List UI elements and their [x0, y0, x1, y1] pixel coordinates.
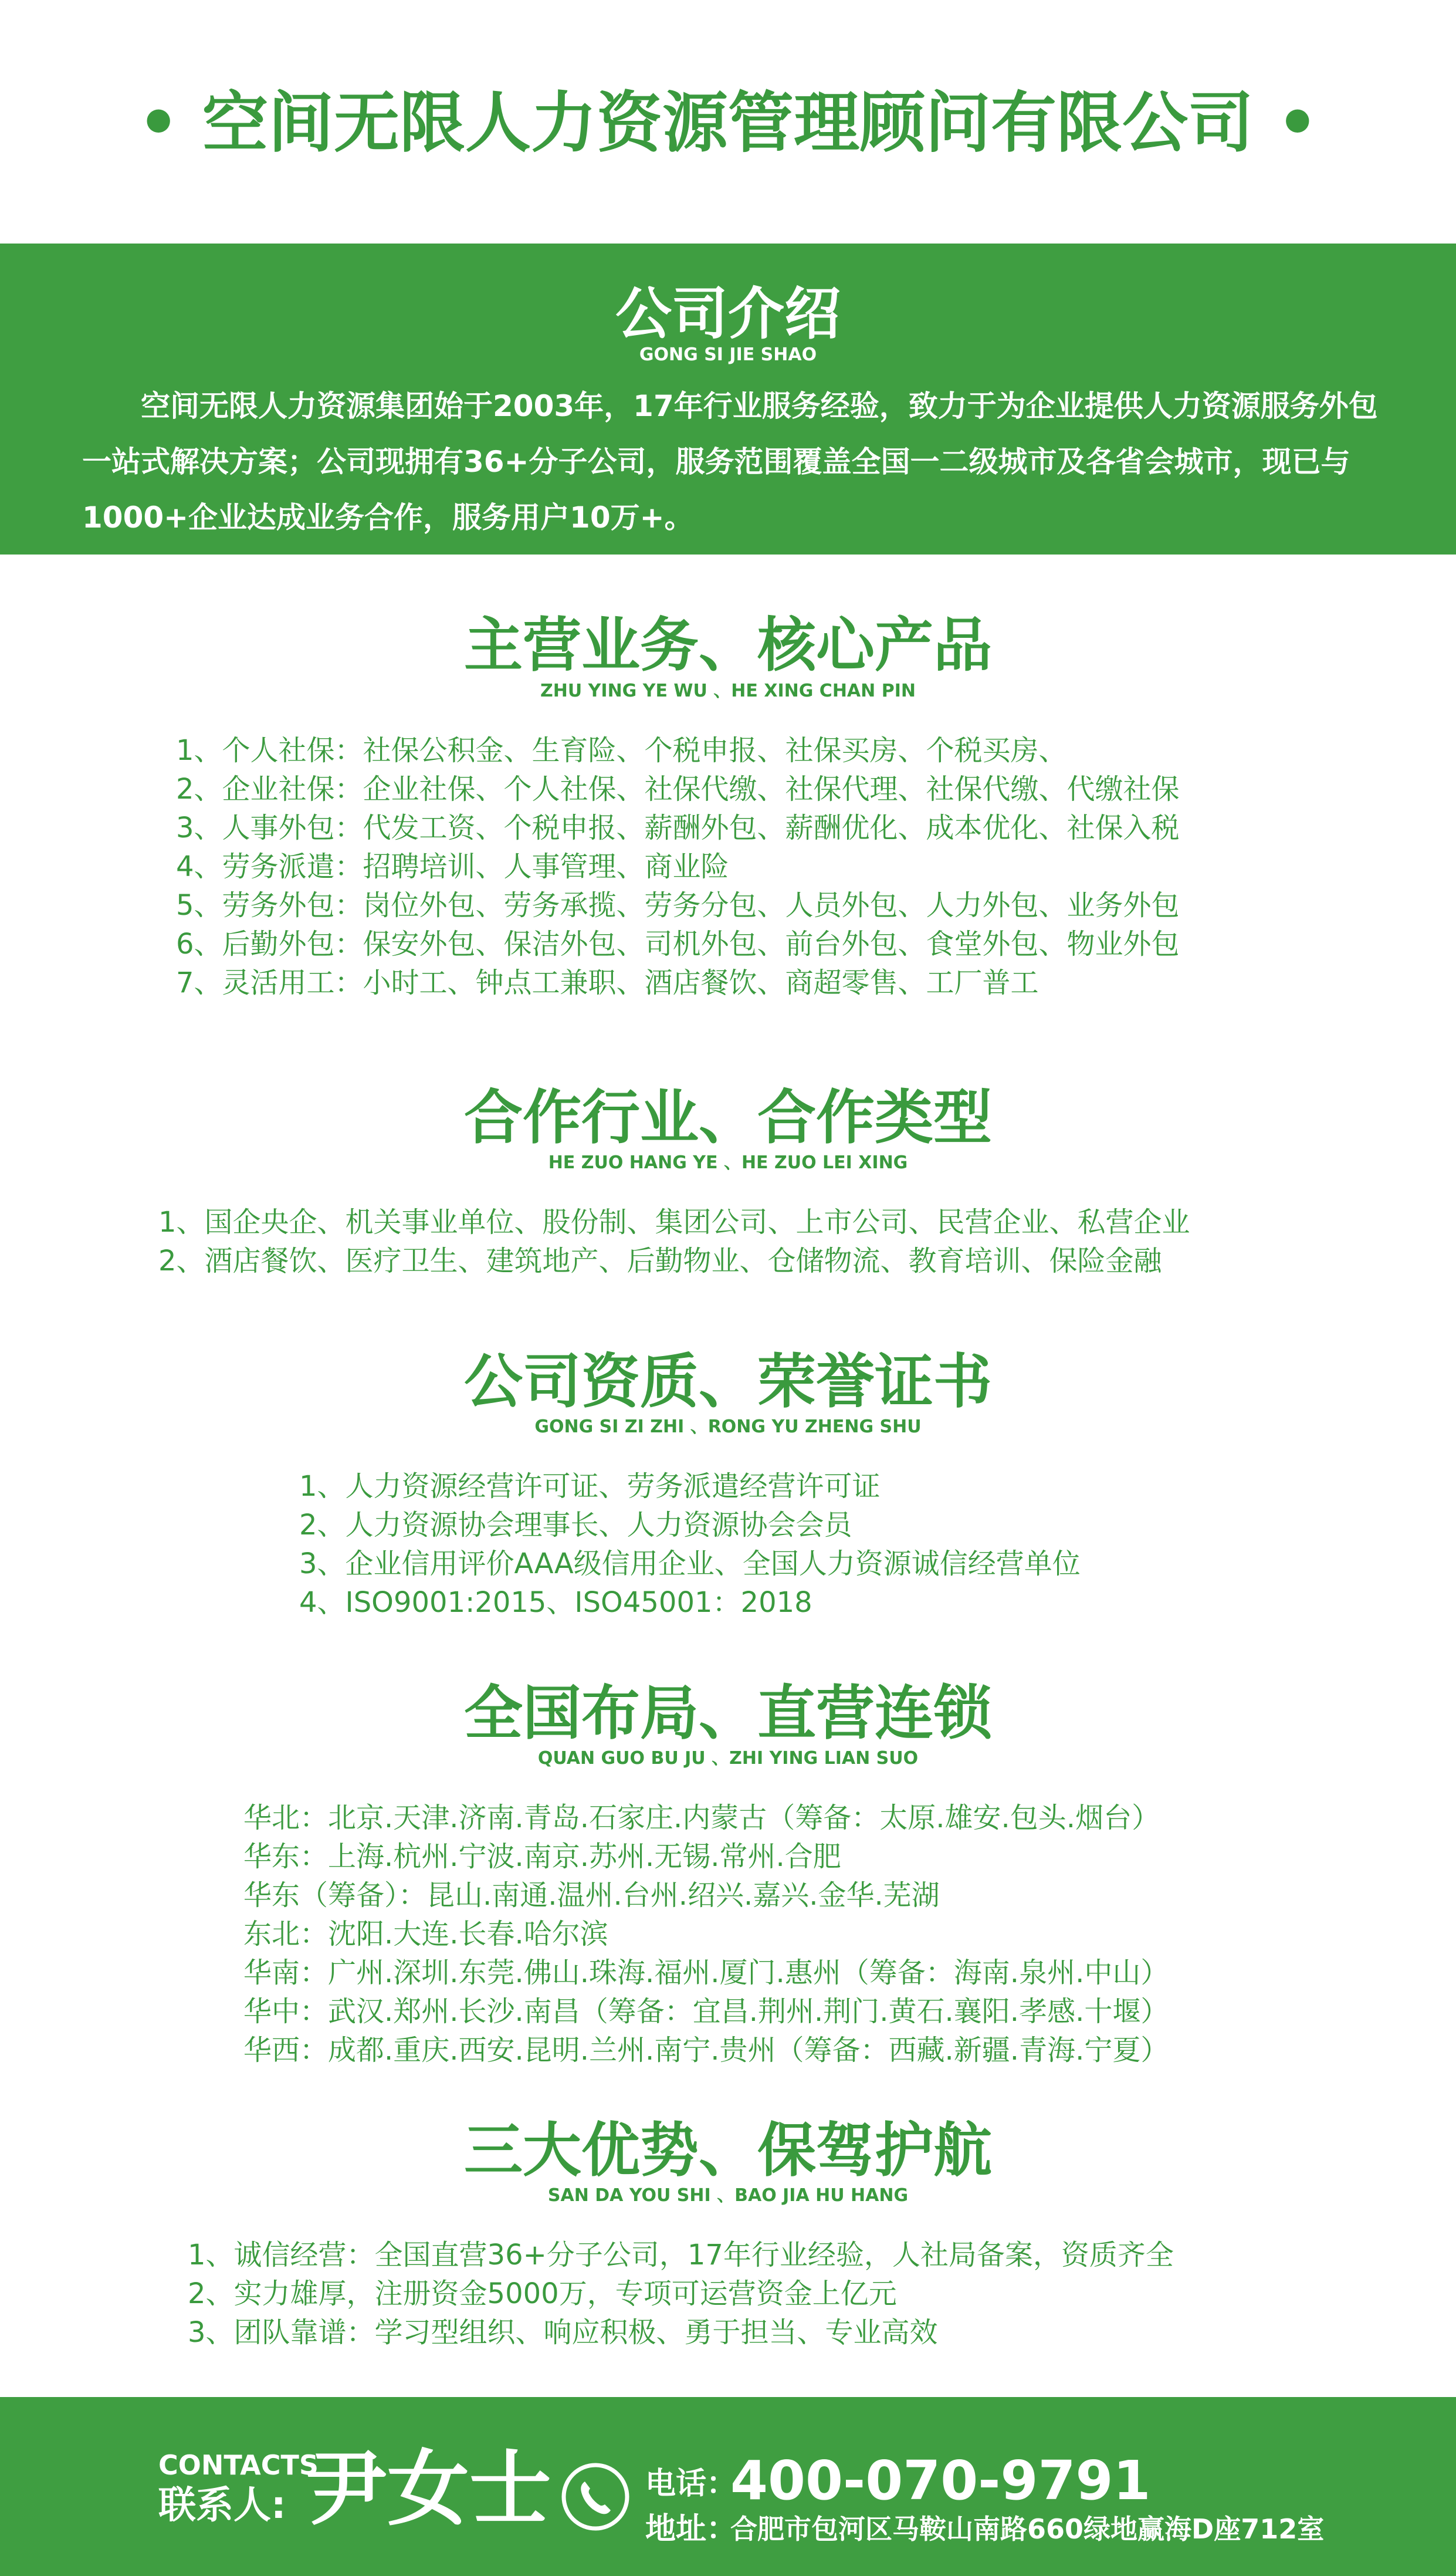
list-item: 2、企业社保：企业社保、个人社保、社保代缴、社保代理、社保代缴、代缴社保: [176, 773, 1180, 806]
contact-footer: [0, 2397, 1456, 2576]
contacts-label-cn: 联系人:: [158, 2484, 286, 2527]
list-item: 4、劳务派遣：招聘培训、人事管理、商业险: [176, 850, 729, 883]
intro-paragraph: 空间无限人力资源集团始于2003年，17年行业服务经验，致力于为企业提供人力资源服务外包一站式解决方案；公司现拥有36+分子公司，服务范围覆盖全国一二级城市及各省会城市，现已与1000+企业达成业务合作，服务用户10万+。: [82, 389, 1378, 535]
list-item: 1、个人社保：社保公积金、生育险、个税申报、社保买房、个税买房、: [176, 734, 1067, 767]
list-item: 华东：上海.杭州.宁波.南京.苏州.无锡.常州.合肥: [243, 1840, 841, 1873]
network-title: 全国布局、直营连锁: [464, 1679, 992, 1747]
intro-section: [0, 244, 1456, 555]
list-item: 5、劳务外包：岗位外包、劳务承揽、劳务分包、人员外包、人力外包、业务外包: [176, 889, 1180, 922]
industry-list: [158, 1203, 1190, 1280]
business-subtitle: ZHU YING YE WU 、HE XING CHAN PIN: [540, 681, 916, 701]
list-item: 华东（筹备）：昆山.南通.温州.台州.绍兴.嘉兴.金华.芜湖: [243, 1879, 940, 1912]
address-label: 地址：: [645, 2511, 737, 2547]
contact-name: 尹女士: [305, 2442, 552, 2537]
list-item: 2、酒店餐饮、医疗卫生、建筑地产、后勤物业、仓储物流、教育培训、保险金融: [158, 1245, 1162, 1277]
network-subtitle: QUAN GUO BU JU 、ZHI YING LIAN SUO: [537, 1748, 919, 1769]
business-title: 主营业务、核心产品: [464, 611, 992, 680]
qualification-subtitle: GONG SI ZI ZHI 、RONG YU ZHENG SHU: [534, 1417, 922, 1437]
network-list: [243, 1799, 1169, 2070]
intro-title: 公司介绍: [615, 281, 841, 347]
industry-title: 合作行业、合作类型: [464, 1083, 992, 1152]
qualification-list: [299, 1467, 1081, 1622]
list-item: 东北：沈阳.大连.长春.哈尔滨: [243, 1918, 608, 1950]
list-item: 2、人力资源协会理事长、人力资源协会会员: [299, 1509, 852, 1541]
list-item: 3、人事外包：代发工资、个税申报、薪酬外包、薪酬优化、成本优化、社保入税: [176, 812, 1180, 844]
page-title: • 空间无限人力资源管理顾问有限公司 •: [137, 85, 1319, 161]
list-item: 华北：北京.天津.济南.青岛.石家庄.内蒙古（筹备：太原.雄安.包头.烟台）: [243, 1801, 1160, 1834]
intro-subtitle: GONG SI JIE SHAO: [639, 344, 817, 365]
advantages-list: [188, 2236, 1174, 2352]
list-item: 3、企业信用评价AAA级信用企业、全国人力资源诚信经营单位: [299, 1547, 1081, 1580]
tel-label: 电话：: [645, 2466, 737, 2501]
qualification-title: 公司资质、荣誉证书: [464, 1347, 992, 1416]
list-item: 3、团队靠谱：学习型组织、响应积极、勇于担当、专业高效: [188, 2316, 938, 2349]
list-item: 1、人力资源经营许可证、劳务派遣经营许可证: [299, 1470, 881, 1503]
list-item: 2、实力雄厚，注册资金5000万，专项可运营资金上亿元: [188, 2277, 897, 2310]
list-item: 6、后勤外包：保安外包、保洁外包、司机外包、前台外包、食堂外包、物业外包: [176, 928, 1180, 961]
list-item: 华南：广州.深圳.东莞.佛山.珠海.福州.厦门.惠州（筹备：海南.泉州.中山）: [243, 1956, 1169, 1989]
tel-number[interactable]: 400-070-9791: [730, 2449, 1151, 2512]
list-item: 7、灵活用工：小时工、钟点工兼职、酒店餐饮、商超零售、工厂普工: [176, 966, 1039, 999]
phone-icon: [560, 2462, 631, 2532]
list-item: 1、诚信经营：全国直营36+分子公司，17年行业经验，人社局备案，资质齐全: [188, 2239, 1174, 2271]
address-text: 合肥市包河区马鞍山南路660绿地赢海D座712室: [730, 2513, 1325, 2545]
list-item: 4、ISO9001:2015、ISO45001：2018: [299, 1586, 812, 1619]
contacts-label-en: CONTACTS: [158, 2449, 319, 2481]
list-item: 1、国企央企、机关事业单位、股份制、集团公司、上市公司、民营企业、私营企业: [158, 1206, 1190, 1239]
advantages-title: 三大优势、保驾护航: [464, 2116, 992, 2185]
list-item: 华中：武汉.郑州.长沙.南昌（筹备：宜昌.荆州.荆门.黄石.襄阳.孝感.十堰）: [243, 1995, 1169, 2028]
business-list: [176, 731, 1180, 1002]
industry-subtitle: HE ZUO HANG YE 、HE ZUO LEI XING: [548, 1152, 908, 1173]
list-item: 华西：成都.重庆.西安.昆明.兰州.南宁.贵州（筹备：西藏.新疆.青海.宁夏）: [243, 2034, 1169, 2067]
advantages-subtitle: SAN DA YOU SHI 、BAO JIA HU HANG: [547, 2185, 909, 2206]
